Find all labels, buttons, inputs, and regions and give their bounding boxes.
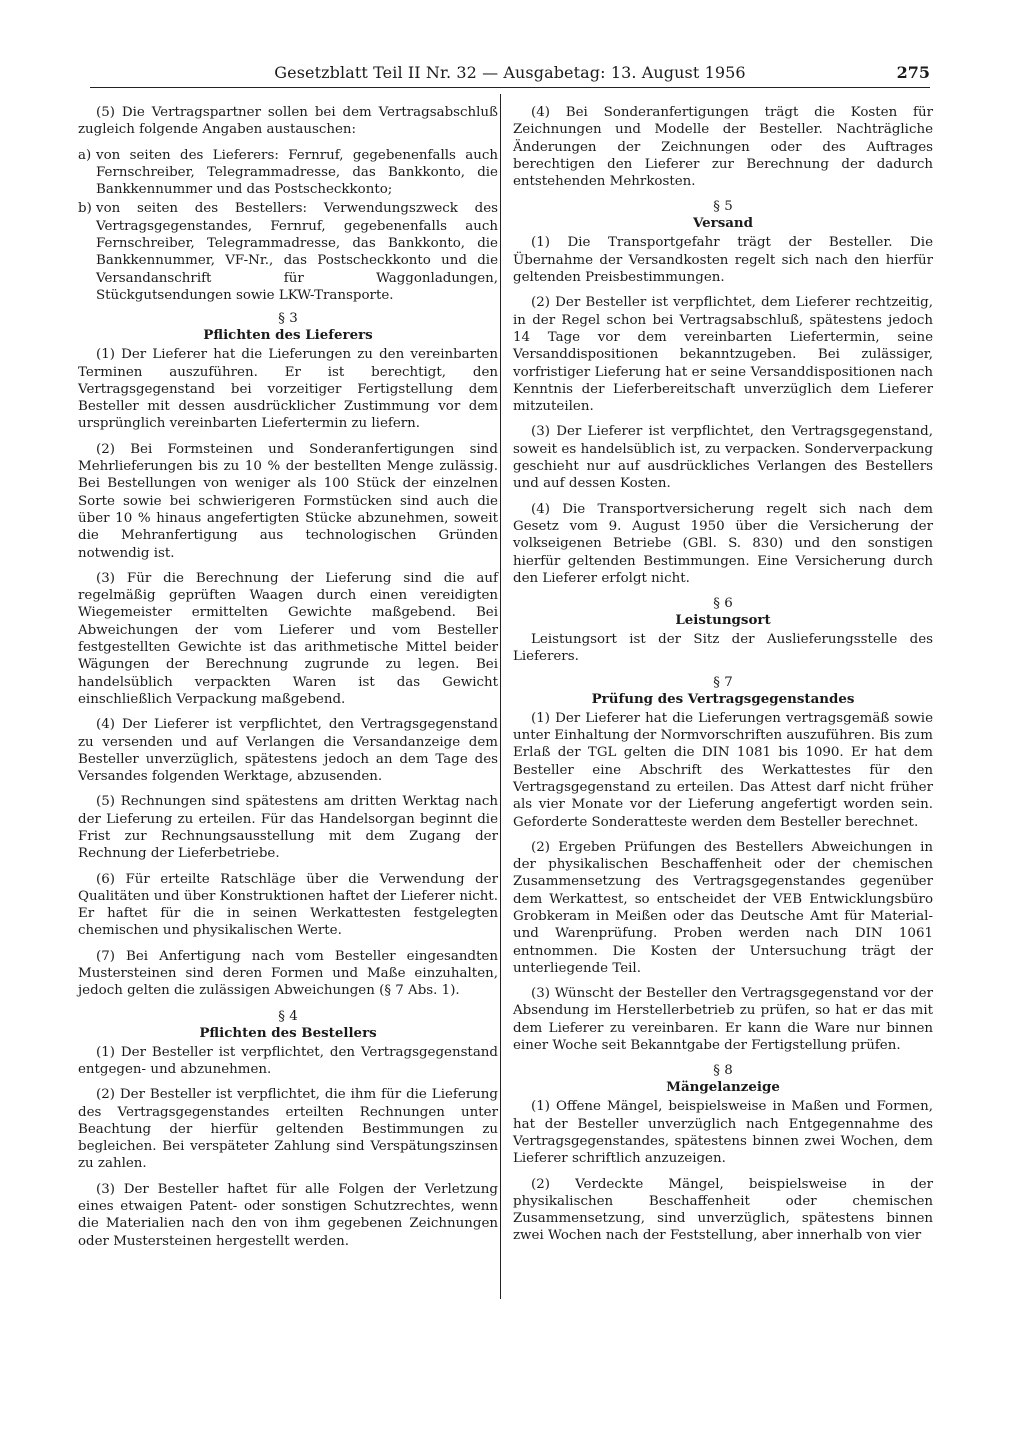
paragraph-5-intro: (5) Die Vertragspartner sollen bei dem Vertragsabschluß zugleich folgende Angaben austauschen: xyxy=(78,105,498,138)
section-number: § 5 xyxy=(713,199,733,215)
list-marker: b) xyxy=(78,201,92,217)
section-number: § 8 xyxy=(713,1063,733,1079)
paragraph: (2) Der Besteller ist verpflichtet, die ihm für die Lieferung des Vertragsgegenstandes erteilten Rechnungen unter Beachtung der hierfür geltenden Bestimmungen zu begleichen. Bei verspäteter Zahlung sind Verspätungszinsen zu zahlen. xyxy=(78,1087,498,1172)
paragraph: (3) Der Lieferer ist verpflichtet, den Vertragsgegenstand, soweit es handelsüblich ist, zu verpacken. Sonderverpackung geschieht nur auf ausdrückliches Verlangen des Bestellers und auf dessen Kosten. xyxy=(513,424,933,492)
section-6-heading xyxy=(513,595,933,629)
section-8-heading xyxy=(513,1062,933,1096)
paragraph: (1) Der Besteller ist verpflichtet, den Vertragsgegenstand entgegen- und abzunehmen. xyxy=(78,1044,498,1077)
section-4-heading xyxy=(78,1008,498,1042)
section-5-heading xyxy=(513,198,933,232)
column-divider xyxy=(500,94,501,1299)
left-column xyxy=(78,104,498,1258)
paragraph: (1) Die Transportgefahr trägt der Besteller. Die Übernahme der Versandkosten regelt sich nach den hierfür geltenden Preisbestimmungen. xyxy=(513,235,933,286)
paragraph: (2) Bei Formsteinen und Sonderanfertigungen sind Mehrlieferungen bis zu 10 % der bestellten Menge zulässig. Bei Bestellungen von weniger als 100 Stück der einzelnen Sorte sowie bei schwierigeren Formstücken sind auch die über 10 % hinaus angefertigten Stücke abzunehmen, soweit die Mehranfertigung aus technologischen Gründen notwendig ist. xyxy=(78,441,498,561)
section-number: § 7 xyxy=(713,674,733,690)
section-number: § 6 xyxy=(713,596,733,612)
paragraph: (2) Der Besteller ist verpflichtet, dem Lieferer rechtzeitig, in der Regel schon bei Vertragsabschluß, spätestens jedoch 14 Tage vor dem vereinbarten Liefertermin, seine Versanddispositionen bekanntzugeben. Bei zulässiger, vorfristiger Lieferung hat er seine Versanddispositionen nach Kenntnis der Lieferbereitschaft unverzüglich dem Lieferer mitzuteilen. xyxy=(513,295,933,415)
paragraph: (1) Offene Mängel, beispielsweise in Maßen und Formen, hat der Besteller unverzüglich nach Entgegennahme des Vertragsgegenstandes, spätestens binnen zwei Wochen, dem Lieferer schriftlich anzuzeigen. xyxy=(513,1099,933,1167)
list-item-b xyxy=(78,200,498,304)
paragraph: (1) Der Lieferer hat die Lieferungen zu den vereinbarten Terminen auszuführen. Er ist berechtigt, den Vertragsgegenstand bei vorzeitiger Fertigstellung dem Besteller mit dessen ausdrücklicher Zustimmung vor dem ursprünglich vereinbarten Liefertermin zu liefern. xyxy=(78,347,498,432)
section-number: § 4 xyxy=(278,1008,298,1024)
section-title: Pflichten des Lieferers xyxy=(203,327,373,344)
list-marker: a) xyxy=(78,147,92,163)
section-3-heading xyxy=(78,310,498,344)
paragraph: (7) Bei Anfertigung nach vom Besteller eingesandten Mustersteinen sind deren Formen und Maße einzuhalten, jedoch gelten die zulässigen Abweichungen (§ 7 Abs. 1). xyxy=(78,948,498,999)
running-title: Gesetzblatt Teil II Nr. 32 — Ausgabetag: 13. August 1956 xyxy=(274,63,746,82)
paragraph: Leistungsort ist der Sitz der Auslieferungsstelle des Lieferers. xyxy=(513,632,933,665)
right-column xyxy=(513,104,933,1253)
paragraph: (6) Für erteilte Ratschläge über die Verwendung der Qualitäten und über Konstruktionen haftet der Lieferer nicht. Er haftet für die in seinen Werkattesten festgelegten chemischen und physikalischen Werte. xyxy=(78,871,498,939)
paragraph: (1) Der Lieferer hat die Lieferungen vertragsgemäß sowie unter Einhaltung der Normvorschriften auszuführen. Bis zum Erlaß der TGL gelten die DIN 1081 bis 1090. Er hat dem Besteller eine Abschrift des Werkattestes für den Vertragsgegenstand zu erteilen. Das Attest darf nicht früher als vier Monate vor der Lieferung angefertigt worden sein. Geforderte Sonderatteste werden dem Besteller berechnet. xyxy=(513,710,933,830)
section-title: Leistungsort xyxy=(675,612,771,629)
list-item-text: von seiten des Bestellers: Verwendungszweck des Vertragsgegenstandes, Fernruf, gegebenenfalls auch Fernschreiber, Telegrammadresse, das Bankkonto, die Bankkennummer, VF-Nr., das Postscheckkonto und die Versandanschrift für Waggonladungen, Stückgutsendungen sowie LKW-Transporte. xyxy=(96,201,498,303)
section-title: Versand xyxy=(692,215,754,232)
paragraph: (4) Die Transportversicherung regelt sich nach dem Gesetz vom 9. August 1950 über die Versicherung der volkseigenen Betriebe (GBl. S. 830) und den sonstigen hierfür geltenden Bestimmungen. Eine Versicherung durch den Lieferer erfolgt nicht. xyxy=(513,501,933,586)
paragraph: (2) Ergeben Prüfungen des Bestellers Abweichungen in der physikalischen Beschaffenheit oder der chemischen Zusammensetzung des Vertragsgegenstandes gegenüber dem Werkattest, so entscheidet der VEB Entwicklungsbüro Grobkeram in Meißen oder das Deutsche Amt für Material- und Warenprüfung. Proben werden nach DIN 1061 entnommen. Die Kosten der Untersuchung trägt der unterliegende Teil. xyxy=(513,839,933,976)
paragraph: (4) Der Lieferer ist verpflichtet, den Vertragsgegenstand zu versenden und auf Verlangen die Versandanzeige dem Besteller unverzüglich, spätestens jedoch an dem Tage des Versandes folgenden Werktage, abzusenden. xyxy=(78,717,498,785)
paragraph: (5) Rechnungen sind spätestens am dritten Werktag nach der Lieferung zu erteilen. Für das Handelsorgan beginnt die Frist zur Rechnungsausstellung mit dem Zugang der Rechnung der Lieferbetriebe. xyxy=(78,794,498,862)
page-number: 275 xyxy=(896,63,930,82)
list-item-text: von seiten des Lieferers: Fernruf, gegebenenfalls auch Fernschreiber, Telegrammadresse, das Bankkonto, die Bankkennummer und das Postscheckkonto; xyxy=(96,147,498,198)
paragraph: (3) Für die Berechnung der Lieferung sind die auf regelmäßig geprüften Waagen durch einen vereidigten Wiegemeister ermittelten Gewichte maßgebend. Bei Abweichungen der vom Lieferer und vom Besteller festgestellten Gewichte ist das arithmetische Mittel beider Wägungen der Berechnung zugrunde zu legen. Bei handelsüblich verpackten Waren ist das Gewicht einschließlich Verpackung maßgebend. xyxy=(78,570,498,707)
paragraph: (3) Wünscht der Besteller den Vertragsgegenstand vor der Absendung im Herstellerbetrieb zu prüfen, so hat er das mit dem Lieferer zu vereinbaren. Er kann die Ware nur binnen einer Woche seit Bekanntgabe der Fertigstellung prüfen. xyxy=(513,986,933,1054)
page-header xyxy=(90,62,930,84)
section-title: Mängelanzeige xyxy=(666,1079,780,1096)
header-rule xyxy=(90,87,930,88)
paragraph: (2) Verdeckte Mängel, beispielsweise in der physikalischen Beschaffenheit oder chemischen Zusammensetzung, sind unverzüglich, spätestens binnen zwei Wochen nach der Feststellung, aber innerhalb von vier xyxy=(513,1176,933,1244)
paragraph: (3) Der Besteller haftet für alle Folgen der Verletzung eines etwaigen Patent- oder sonstigen Schutzrechtes, wenn die Materialien nach den von ihm gegebenen Zeichnungen oder Mustersteinen hergestellt werden. xyxy=(78,1181,498,1249)
paragraph-4-intro: (4) Bei Sonderanfertigungen trägt die Kosten für Zeichnungen und Modelle der Besteller. Nachträgliche Änderungen der Zeichnungen oder des Auftrages berechtigen den Lieferer zur Berechnung der dadurch entstehenden Mehrkosten. xyxy=(513,105,933,190)
section-title: Prüfung des Vertragsgegenstandes xyxy=(591,690,855,707)
section-title: Pflichten des Bestellers xyxy=(199,1024,377,1041)
list-item-a xyxy=(78,147,498,199)
section-7-heading xyxy=(513,674,933,708)
section-number: § 3 xyxy=(278,311,298,327)
